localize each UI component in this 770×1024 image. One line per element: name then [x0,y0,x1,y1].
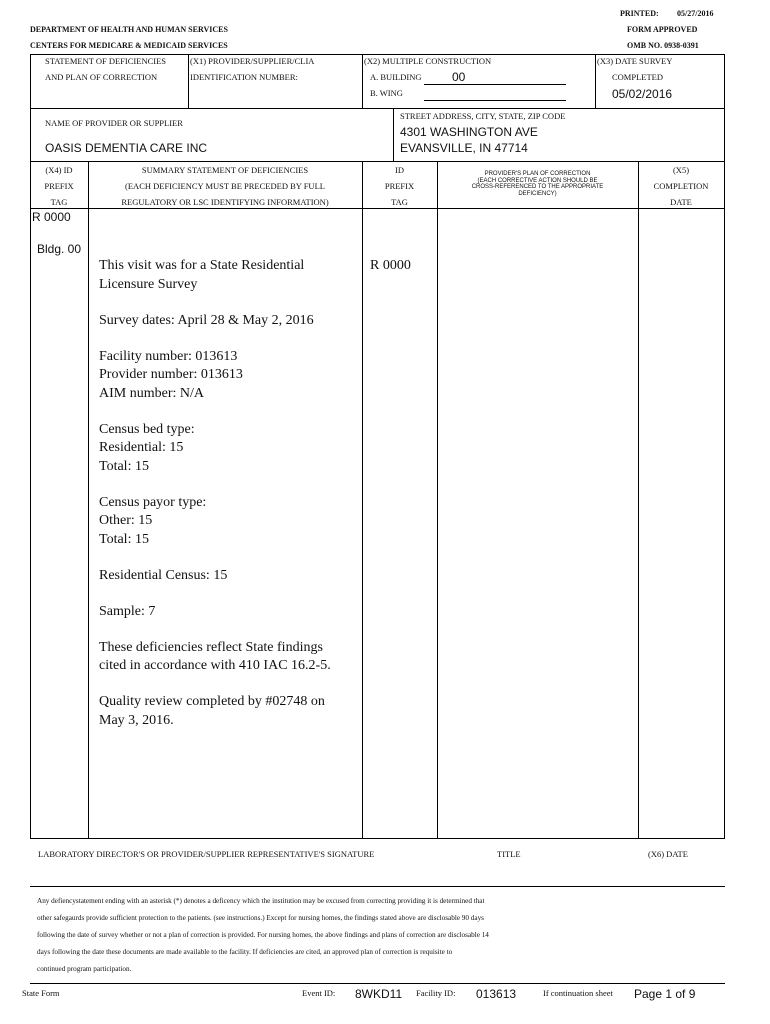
grid-line [362,54,363,108]
summary-paragraph: Quality review completed by #02748 on May 3, 2016. [99,694,325,728]
summary-paragraph: Survey dates: April 28 & May 2, 2016 [99,312,314,328]
provider-name-label: NAME OF PROVIDER OR SUPPLIER [45,118,183,128]
centers-title: CENTERS FOR MEDICARE & MEDICAID SERVICES [30,41,228,50]
facility-id-value: 013613 [476,987,517,1001]
grid-line [30,108,725,109]
form-approved: FORM APPROVED [627,25,698,34]
grid-line [595,54,596,108]
id-header: ID PREFIX TAG [384,165,415,207]
building-label: A. BUILDING [370,72,422,82]
address-line-1: 4301 WASHINGTON AVE [400,125,538,139]
building-underline [424,84,566,85]
state-form-label: State Form [22,988,60,998]
summary-paragraph: Facility number: 013613 Provider number: 013613 AIM number: N/A [99,348,243,401]
grid-line [188,54,189,108]
statement-label-2: AND PLAN OF CORRECTION [45,72,158,82]
page-number: Page 1 of 9 [634,987,696,1001]
grid-line [437,161,438,838]
wing-label: B. WING [370,88,403,98]
tag-value: R 0000 [32,210,71,224]
x1-label-2: IDENTIFICATION NUMBER: [190,72,298,82]
grid-line [638,161,639,838]
event-id-label: Event ID: [302,988,336,998]
grid-line [393,108,394,161]
wing-underline [424,100,566,101]
id-tag-value: R 0000 [370,258,411,273]
x1-label: (X1) PROVIDER/SUPPLIER/CLIA [190,56,315,66]
x3-label-2: COMPLETED [612,72,663,82]
facility-id-label: Facility ID: [416,988,456,998]
x4-header: (X4) ID PREFIX TAG [44,165,74,207]
address-label: STREET ADDRESS, CITY, STATE, ZIP CODE [400,111,566,121]
summary-paragraph: Sample: 7 [99,603,156,619]
x5-header: (X5) COMPLETION DATE [653,165,709,207]
title-label: TITLE [497,849,521,859]
grid-line [30,838,725,839]
grid-line [30,161,725,162]
summary-paragraph: These deficiencies reflect State findings cited in accordance with 410 IAC 16.2-5. [99,639,331,673]
x3-label: (X3) DATE SURVEY [597,56,673,66]
printed-date: 05/27/2016 [677,9,714,18]
event-id-value: 8WKD11 [355,987,403,1001]
x6-date-label: (X6) DATE [648,849,688,859]
summary-paragraph: Census bed type: Residential: 15 Total: 15 [99,421,195,474]
department-title: DEPARTMENT OF HEALTH AND HUMAN SERVICES [30,25,228,34]
grid-line [724,54,725,838]
plan-header: PROVIDER'S PLAN OF CORRECTION (EACH CORRECTIVE ACTION SHOULD BE CROSS-REFERENCED TO THE APPROPRIATE DEFICIENCY) [471,171,604,197]
x2-label: (X2) MULTIPLE CONSTRUCTION [364,56,492,66]
summary-paragraph: This visit was for a State Residential Licensure Survey [99,258,305,292]
continuation-label: If continuation sheet [543,988,613,998]
deficiency-summary [99,257,359,748]
address-line-2: EVANSVILLE, IN 47714 [400,141,528,155]
summary-header: SUMMARY STATEMENT OF DEFICIENCIES (EACH DEFICIENCY MUST BE PRECEDED BY FULL REGULATORY OR LSC IDENTIFYING INFORMATION) [121,165,329,207]
grid-line [362,161,363,838]
grid-line [30,208,725,209]
statement-label: STATEMENT OF DEFICIENCIES [45,56,167,66]
printed-label: PRINTED: [620,9,659,18]
omb-number: OMB NO. 0938-0391 [627,41,699,50]
grid-line [88,161,89,838]
bldg-value: Bldg. 00 [37,242,82,256]
provider-name-value: OASIS DEMENTIA CARE INC [45,141,208,155]
survey-date-value: 05/02/2016 [612,87,673,101]
disclaimer: Any defiencystatement ending with an asterisk (*) denotes a deficency which the institution may be excused from correcting providing it is determined that other safegaurds provide sufficient protection to the patients. (see instructions.) Except for nursing homes, the findings stated above are disclosable 90 days following the date of survey whether or not a plan of correction is provided. For nursing homes, the above findings and plans of correction are disclosable 14 days following the date these documents are made available to the facility. If deficiencies are cited, an approved plan of correction is requisite to continued program participation. [37,897,489,973]
grid-line [30,54,725,55]
signature-label: LABORATORY DIRECTOR'S OR PROVIDER/SUPPLIER REPRESENTATIVE'S SIGNATURE [38,849,375,859]
footer-line [30,983,725,984]
building-value: 00 [452,70,466,84]
grid-line [30,886,725,887]
summary-paragraph: Residential Census: 15 [99,567,228,583]
summary-paragraph: Census payor type: Other: 15 Total: 15 [99,494,207,547]
